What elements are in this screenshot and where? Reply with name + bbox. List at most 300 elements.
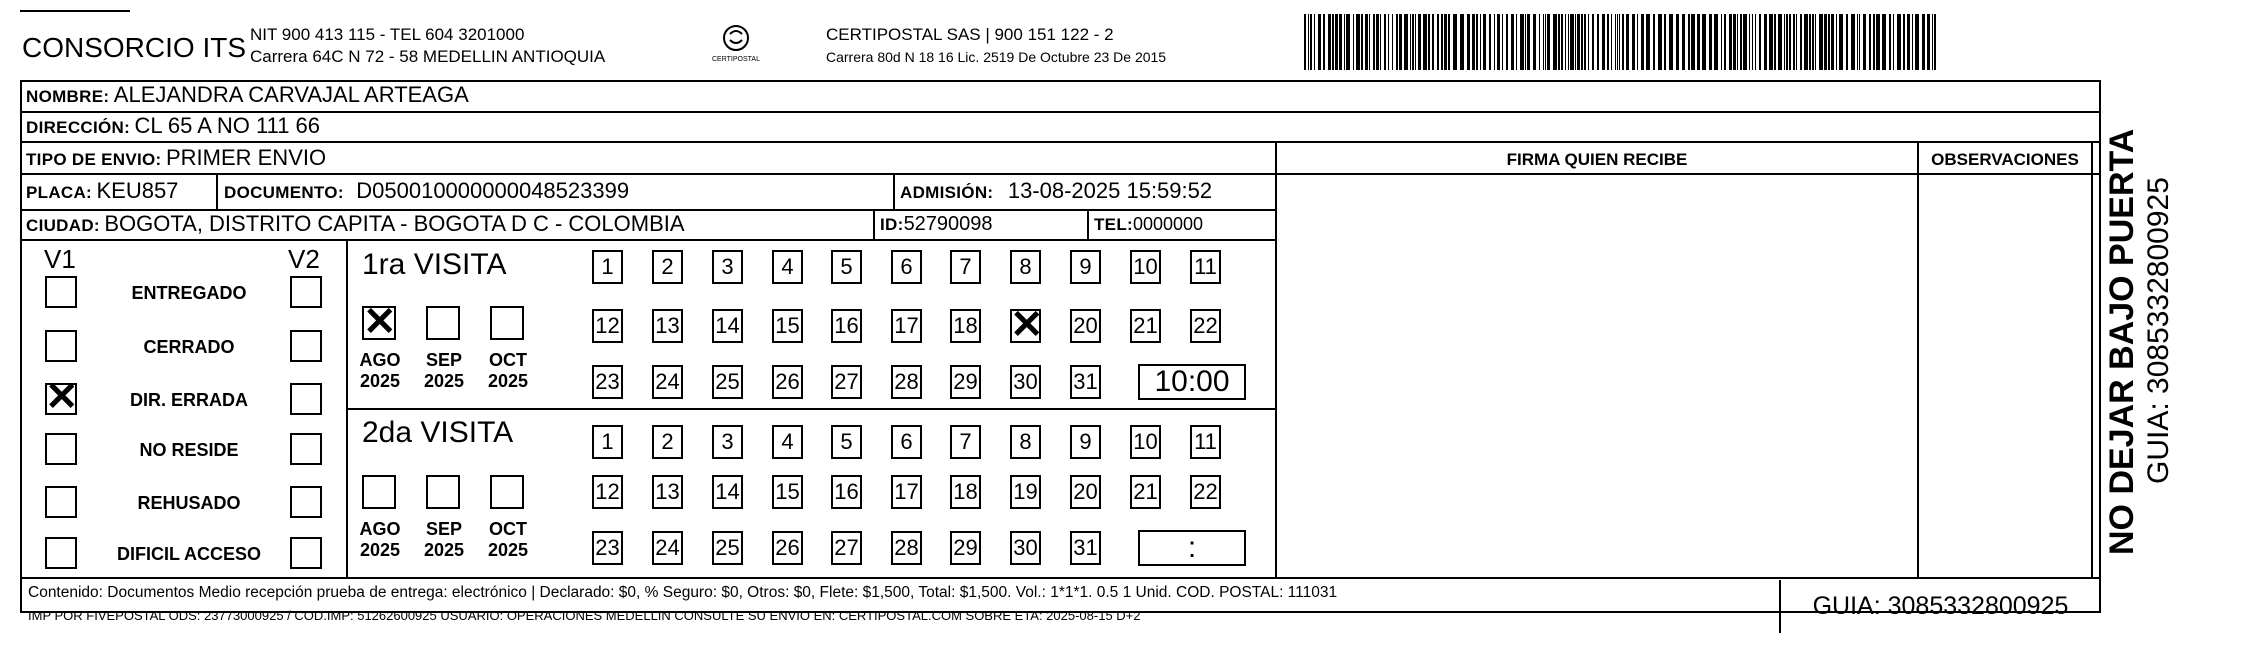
barcode-bar: [1432, 14, 1434, 70]
documento-value: D050010000000048523399: [356, 178, 630, 203]
day-box[interactable]: 1: [592, 425, 623, 459]
barcode-bar: [1376, 14, 1379, 70]
rule-ciudad-id: [873, 209, 875, 239]
rule-doc-adm: [893, 173, 895, 209]
barcode-bar: [1396, 14, 1398, 70]
day-box[interactable]: 3: [712, 425, 743, 459]
ciudad-value: BOGOTA, DISTRITO CAPITA - BOGOTA D C - COLOMBIA: [104, 211, 685, 236]
barcode-bar: [1702, 14, 1706, 70]
day-box[interactable]: 5: [831, 250, 862, 284]
day-box[interactable]: 13: [652, 309, 683, 343]
day-box[interactable]: 6: [891, 250, 922, 284]
barcode-bar: [1344, 14, 1345, 70]
barcode-bar: [1418, 14, 1421, 70]
day-box[interactable]: 10: [1130, 250, 1161, 284]
barcode-bar: [1626, 14, 1629, 70]
barcode-bar: [1561, 14, 1563, 70]
rule-status-visit: [346, 239, 348, 577]
barcode-bar: [1800, 14, 1802, 70]
barcode-bar: [1737, 14, 1738, 70]
v1-label: V1: [44, 244, 76, 274]
barcode-bar: [1809, 14, 1811, 70]
barcode-bar: [1724, 14, 1726, 70]
day-box[interactable]: 22: [1190, 309, 1221, 343]
status-label: DIFICIL ACCESO: [116, 544, 261, 564]
day-box[interactable]: 11: [1190, 250, 1221, 284]
rule-obs-right: [2091, 141, 2093, 578]
barcode-bar: [1733, 14, 1736, 70]
documento-row: [224, 178, 629, 207]
admision-row: [900, 178, 1212, 207]
barcode-bar: [1332, 14, 1334, 70]
side-warning: NO DEJAR BAJO PUERTA: [2103, 128, 2141, 555]
barcode-bar: [1912, 14, 1913, 70]
barcode-bar: [1597, 14, 1599, 70]
barcode-bar: [1846, 14, 1848, 70]
barcode-bar: [1637, 14, 1638, 70]
barcode-bar: [1646, 14, 1650, 70]
day-box[interactable]: 17: [891, 309, 922, 343]
barcode-bar: [1558, 14, 1560, 70]
direccion-row: [26, 113, 320, 142]
barcode-bar: [1927, 14, 1930, 70]
month-label: OCT 2025: [487, 350, 529, 391]
barcode-bar: [1304, 14, 1306, 70]
day-box[interactable]: 2: [652, 425, 683, 459]
barcode-bar: [1743, 14, 1747, 70]
barcode: [1304, 14, 1940, 70]
barcode-bar: [1441, 14, 1443, 70]
barcode-bar: [1709, 14, 1712, 70]
barcode-bar: [1664, 14, 1666, 70]
rule-direccion: [20, 141, 2101, 143]
id-value: 52790098: [903, 213, 993, 235]
first-visit-title: 1ra VISITA: [362, 248, 507, 281]
barcode-bar: [1545, 14, 1546, 70]
barcode-bar: [1658, 14, 1662, 70]
second-visit-title: 2da VISITA: [362, 416, 514, 449]
barcode-bar: [1828, 14, 1830, 70]
barcode-bar: [1882, 14, 1886, 70]
barcode-bar: [1682, 14, 1685, 70]
barcode-bar: [1575, 14, 1576, 70]
day-box[interactable]: 28: [891, 531, 922, 565]
day-box[interactable]: 9: [1070, 250, 1101, 284]
barcode-bar: [1778, 14, 1782, 70]
barcode-bar: [1428, 14, 1430, 70]
barcode-bar: [1793, 14, 1795, 70]
placa-value: KEU857: [96, 178, 179, 203]
month-label: OCT 2025: [487, 519, 529, 560]
barcode-bar: [1369, 14, 1370, 70]
barcode-bar: [1323, 14, 1325, 70]
barcode-bar: [1335, 14, 1338, 70]
day-box[interactable]: 20: [1070, 309, 1101, 343]
day-box[interactable]: 28: [891, 365, 922, 399]
barcode-bar: [1641, 14, 1644, 70]
tel-value: 0000000: [1132, 214, 1204, 234]
day-box[interactable]: 30: [1010, 531, 1041, 565]
barcode-bar: [1568, 14, 1569, 70]
barcode-bar: [1520, 14, 1524, 70]
day-box[interactable]: 7: [950, 425, 981, 459]
v1-checkbox[interactable]: [45, 537, 77, 569]
barcode-bar: [1328, 14, 1331, 70]
day-box[interactable]: 8: [1010, 250, 1041, 284]
barcode-bar: [1632, 14, 1635, 70]
barcode-bar: [1863, 14, 1866, 70]
month-label: SEP 2025: [423, 519, 465, 560]
barcode-bar: [1851, 14, 1855, 70]
rule-firma-left: [1275, 141, 1277, 578]
barcode-bar: [1547, 14, 1550, 70]
day-box[interactable]: 10: [1130, 425, 1161, 459]
nombre-row: [26, 82, 469, 111]
barcode-bar: [1607, 14, 1609, 70]
x-mark: ✕: [1010, 303, 1044, 347]
day-box[interactable]: 25: [712, 531, 743, 565]
barcode-bar: [1615, 14, 1616, 70]
barcode-bar: [1448, 14, 1450, 70]
day-box[interactable]: 12: [592, 475, 623, 509]
day-box[interactable]: 14: [712, 309, 743, 343]
time-box: 10:00: [1138, 364, 1246, 400]
rule-nombre: [20, 111, 2101, 113]
barcode-bar: [1502, 14, 1503, 70]
id-row: [880, 211, 993, 239]
barcode-bar: [1584, 14, 1586, 70]
day-box[interactable]: 8: [1010, 425, 1041, 459]
barcode-bar: [1483, 14, 1486, 70]
barcode-bar: [1815, 14, 1816, 70]
day-box[interactable]: 4: [772, 250, 803, 284]
day-box[interactable]: 15: [772, 475, 803, 509]
day-box[interactable]: 5: [831, 425, 862, 459]
barcode-bar: [1897, 14, 1901, 70]
barcode-bar: [1497, 14, 1500, 70]
barcode-bar: [1819, 14, 1823, 70]
day-box[interactable]: 17: [891, 475, 922, 509]
barcode-bar: [1774, 14, 1776, 70]
x-mark: ✕: [45, 375, 79, 419]
barcode-bar: [1831, 14, 1834, 70]
tipo-label: TIPO DE ENVIO:: [26, 150, 162, 169]
barcode-bar: [1356, 14, 1360, 70]
barcode-bar: [1453, 14, 1457, 70]
barcode-bar: [1365, 14, 1368, 70]
rule-obs-header: [1917, 173, 2093, 175]
nombre-label: NOMBRE:: [26, 87, 110, 106]
month-checkbox[interactable]: [490, 475, 524, 509]
barcode-bar: [1399, 14, 1402, 70]
tipo-value: PRIMER ENVIO: [165, 145, 327, 170]
barcode-bar: [1476, 14, 1478, 70]
v1-checkbox[interactable]: [45, 330, 77, 362]
footer-content-line: Contenido: Documentos Medio recepción prueba de entrega: electrónico | Declarado: $0, % Seguro: $0, Otros: $0, Flete: $1,500, Total: $1,500. Vol.: 1*1*1. 0.5 1 Unid. COD. POSTAL: 111031: [28, 584, 1338, 601]
barcode-bar: [1653, 14, 1655, 70]
barcode-bar: [1669, 14, 1673, 70]
month-checkbox[interactable]: [426, 306, 460, 340]
status-label: ENTREGADO: [131, 283, 247, 303]
status-label: CERRADO: [143, 337, 235, 357]
barcode-bar: [1714, 14, 1718, 70]
barcode-bar: [1437, 14, 1439, 70]
barcode-bar: [1839, 14, 1843, 70]
month-checkbox[interactable]: [426, 475, 460, 509]
ciudad-row: [26, 211, 685, 240]
day-box[interactable]: 18: [950, 475, 981, 509]
certipostal-line2: Carrera 80d N 18 16 Lic. 2519 De Octubre 23 De 2015: [826, 49, 1167, 65]
day-box[interactable]: 16: [831, 475, 862, 509]
month-checkbox[interactable]: [362, 475, 396, 509]
rule-footer: [20, 577, 2101, 579]
day-box[interactable]: 23: [592, 365, 623, 399]
barcode-bar: [1392, 14, 1393, 70]
barcode-bar: [1697, 14, 1700, 70]
v2-checkbox[interactable]: [290, 383, 322, 415]
day-box[interactable]: 31: [1070, 365, 1101, 399]
barcode-bar: [1619, 14, 1620, 70]
day-box[interactable]: 30: [1010, 365, 1041, 399]
documento-label: DOCUMENTO:: [224, 183, 344, 202]
v2-label: V2: [288, 244, 320, 274]
barcode-bar: [1836, 14, 1837, 70]
barcode-bar: [1353, 14, 1354, 70]
side-guia: GUIA: 3085332800925: [2142, 177, 2175, 484]
direccion-label: DIRECCIÓN:: [26, 118, 131, 137]
logo-caption: CERTIPOSTAL: [712, 56, 760, 63]
tipo-row: [26, 145, 326, 174]
barcode-bar: [1308, 14, 1309, 70]
barcode-bar: [1796, 14, 1797, 70]
day-box[interactable]: 29: [950, 365, 981, 399]
day-box[interactable]: 6: [891, 425, 922, 459]
day-box[interactable]: 16: [831, 309, 862, 343]
company-address: Carrera 64C N 72 - 58 MEDELLIN ANTIOQUIA: [250, 47, 606, 66]
barcode-bar: [1617, 14, 1618, 70]
day-box[interactable]: 24: [652, 365, 683, 399]
barcode-bar: [1543, 14, 1544, 70]
barcode-bar: [1346, 14, 1350, 70]
day-box[interactable]: 21: [1130, 475, 1161, 509]
barcode-bar: [1869, 14, 1871, 70]
day-box[interactable]: 14: [712, 475, 743, 509]
barcode-bar: [1511, 14, 1514, 70]
barcode-bar: [1404, 14, 1408, 70]
barcode-bar: [1565, 14, 1566, 70]
rule-visits: [346, 408, 1276, 410]
barcode-bar: [1581, 14, 1583, 70]
barcode-bar: [1804, 14, 1808, 70]
barcode-bar: [1384, 14, 1386, 70]
barcode-bar: [1934, 14, 1936, 70]
placa-row: [26, 178, 178, 207]
footer-print-line: IMP POR FIVEPOSTAL ODS: 23773000925 / COD.IMP: 51262600925 USUARIO: OPERACIONES MEDELLIN CONSULTE SU ENVIO EN: CERTIPOSTAL.COM SOBRE ETA: 2025-08-15 D+2: [28, 608, 1141, 623]
barcode-bar: [1318, 14, 1321, 70]
barcode-bar: [1525, 14, 1526, 70]
barcode-bar: [1361, 14, 1363, 70]
barcode-bar: [1752, 14, 1753, 70]
day-box[interactable]: 29: [950, 531, 981, 565]
barcode-bar: [1922, 14, 1925, 70]
barcode-bar: [1592, 14, 1594, 70]
day-box[interactable]: 22: [1190, 475, 1221, 509]
barcode-bar: [1857, 14, 1858, 70]
barcode-bar: [1506, 14, 1508, 70]
day-box[interactable]: 4: [772, 425, 803, 459]
day-box[interactable]: 13: [652, 475, 683, 509]
day-box[interactable]: 26: [772, 531, 803, 565]
month-checkbox[interactable]: [490, 306, 524, 340]
barcode-bar: [1740, 14, 1742, 70]
day-box[interactable]: 7: [950, 250, 981, 284]
day-box[interactable]: 3: [712, 250, 743, 284]
v1-checkbox[interactable]: [45, 486, 77, 518]
status-label: DIR. ERRADA: [129, 390, 248, 410]
barcode-bar: [1824, 14, 1827, 70]
day-box[interactable]: 26: [772, 365, 803, 399]
day-box[interactable]: 20: [1070, 475, 1101, 509]
barcode-bar: [1859, 14, 1860, 70]
company-name: CONSORCIO ITS: [22, 32, 247, 63]
time-box: :: [1138, 530, 1246, 566]
barcode-bar: [1784, 14, 1785, 70]
barcode-bar: [1423, 14, 1427, 70]
rule-placa-doc: [216, 173, 218, 209]
barcode-bar: [1460, 14, 1464, 70]
tel-row: [1094, 211, 1203, 239]
barcode-bar: [1755, 14, 1756, 70]
barcode-bar: [1577, 14, 1580, 70]
certipostal-line1: CERTIPOSTAL SAS | 900 151 122 - 2: [826, 25, 1114, 44]
barcode-bar: [1749, 14, 1750, 70]
day-box[interactable]: 19: [1010, 475, 1041, 509]
day-box[interactable]: 18: [950, 309, 981, 343]
placa-label: PLACA:: [26, 183, 93, 202]
barcode-bar: [1494, 14, 1495, 70]
barcode-bar: [1388, 14, 1389, 70]
status-label: REHUSADO: [137, 493, 241, 513]
month-label: AGO 2025: [359, 519, 401, 560]
barcode-bar: [1412, 14, 1414, 70]
day-box[interactable]: 24: [652, 531, 683, 565]
day-box[interactable]: 1: [592, 250, 623, 284]
day-box[interactable]: 31: [1070, 531, 1101, 565]
status-label: NO RESIDE: [139, 440, 239, 460]
v1-checkbox[interactable]: [45, 276, 77, 308]
barcode-bar: [1932, 14, 1933, 70]
tel-label: TEL:: [1094, 215, 1133, 234]
day-box[interactable]: 15: [772, 309, 803, 343]
barcode-bar: [1876, 14, 1880, 70]
nit-line: NIT 900 413 115 - TEL 604 3201000: [250, 25, 525, 44]
admision-value: 13-08-2025 15:59:52: [1007, 178, 1213, 203]
barcode-bar: [1489, 14, 1491, 70]
day-box[interactable]: 27: [831, 365, 862, 399]
month-label: AGO 2025: [359, 350, 401, 391]
barcode-bar: [1789, 14, 1791, 70]
id-label: ID:: [880, 215, 904, 234]
day-box[interactable]: 11: [1190, 425, 1221, 459]
barcode-bar: [1893, 14, 1894, 70]
barcode-bar: [1588, 14, 1589, 70]
v2-checkbox[interactable]: [290, 433, 322, 465]
certipostal-logo: [708, 22, 764, 66]
rule-obs-left: [1917, 141, 1919, 578]
barcode-bar: [1472, 14, 1475, 70]
barcode-bar: [1873, 14, 1875, 70]
barcode-bar: [1729, 14, 1732, 70]
company-info: [250, 24, 605, 68]
barcode-bar: [1373, 14, 1375, 70]
v1-checkbox[interactable]: [45, 433, 77, 465]
month-label: SEP 2025: [423, 350, 465, 391]
barcode-bar: [1444, 14, 1447, 70]
day-box[interactable]: 9: [1070, 425, 1101, 459]
day-box[interactable]: 27: [831, 531, 862, 565]
admision-label: ADMISIÓN:: [900, 183, 994, 202]
barcode-bar: [1721, 14, 1722, 70]
barcode-bar: [1310, 14, 1312, 70]
barcode-bar: [1570, 14, 1574, 70]
day-box[interactable]: 21: [1130, 309, 1161, 343]
day-box[interactable]: 12: [592, 309, 623, 343]
certipostal-info: [826, 24, 1166, 68]
barcode-bar: [1380, 14, 1381, 70]
barcode-bar: [1415, 14, 1416, 70]
barcode-bar: [1889, 14, 1891, 70]
v2-checkbox[interactable]: [290, 330, 322, 362]
v2-checkbox[interactable]: [290, 276, 322, 308]
barcode-bar: [1467, 14, 1470, 70]
footer-guia: GUIA: 3085332800925: [1779, 580, 2100, 633]
rule-id-tel: [1087, 209, 1089, 239]
barcode-bar: [1676, 14, 1679, 70]
barcode-bar: [1915, 14, 1919, 70]
barcode-bar: [1611, 14, 1612, 70]
rule-tipo: [20, 173, 2101, 175]
direccion-value: CL 65 A NO 111 66: [134, 113, 321, 138]
barcode-bar: [1688, 14, 1690, 70]
barcode-bar: [1339, 14, 1342, 70]
barcode-bar: [1516, 14, 1517, 70]
observaciones-header: OBSERVACIONES: [1931, 150, 2079, 169]
barcode-bar: [1622, 14, 1624, 70]
barcode-bar: [1533, 14, 1536, 70]
barcode-bar: [1903, 14, 1905, 70]
barcode-bar: [1786, 14, 1788, 70]
nombre-value: ALEJANDRA CARVAJAL ARTEAGA: [113, 82, 469, 107]
barcode-bar: [1602, 14, 1605, 70]
barcode-bar: [1759, 14, 1761, 70]
barcode-bar: [1907, 14, 1910, 70]
barcode-bar: [1527, 14, 1530, 70]
v2-checkbox[interactable]: [290, 537, 322, 569]
barcode-bar: [1410, 14, 1411, 70]
v2-checkbox[interactable]: [290, 486, 322, 518]
barcode-bar: [1314, 14, 1315, 70]
day-box[interactable]: 25: [712, 365, 743, 399]
firma-header: FIRMA QUIEN RECIBE: [1506, 150, 1688, 169]
top-rule: [20, 10, 130, 12]
barcode-bar: [1691, 14, 1695, 70]
barcode-bar: [1553, 14, 1557, 70]
barcode-bar: [1480, 14, 1481, 70]
barcode-bar: [1539, 14, 1540, 70]
day-box[interactable]: 2: [652, 250, 683, 284]
day-box[interactable]: 23: [592, 531, 623, 565]
ciudad-label: CIUDAD:: [26, 216, 100, 235]
